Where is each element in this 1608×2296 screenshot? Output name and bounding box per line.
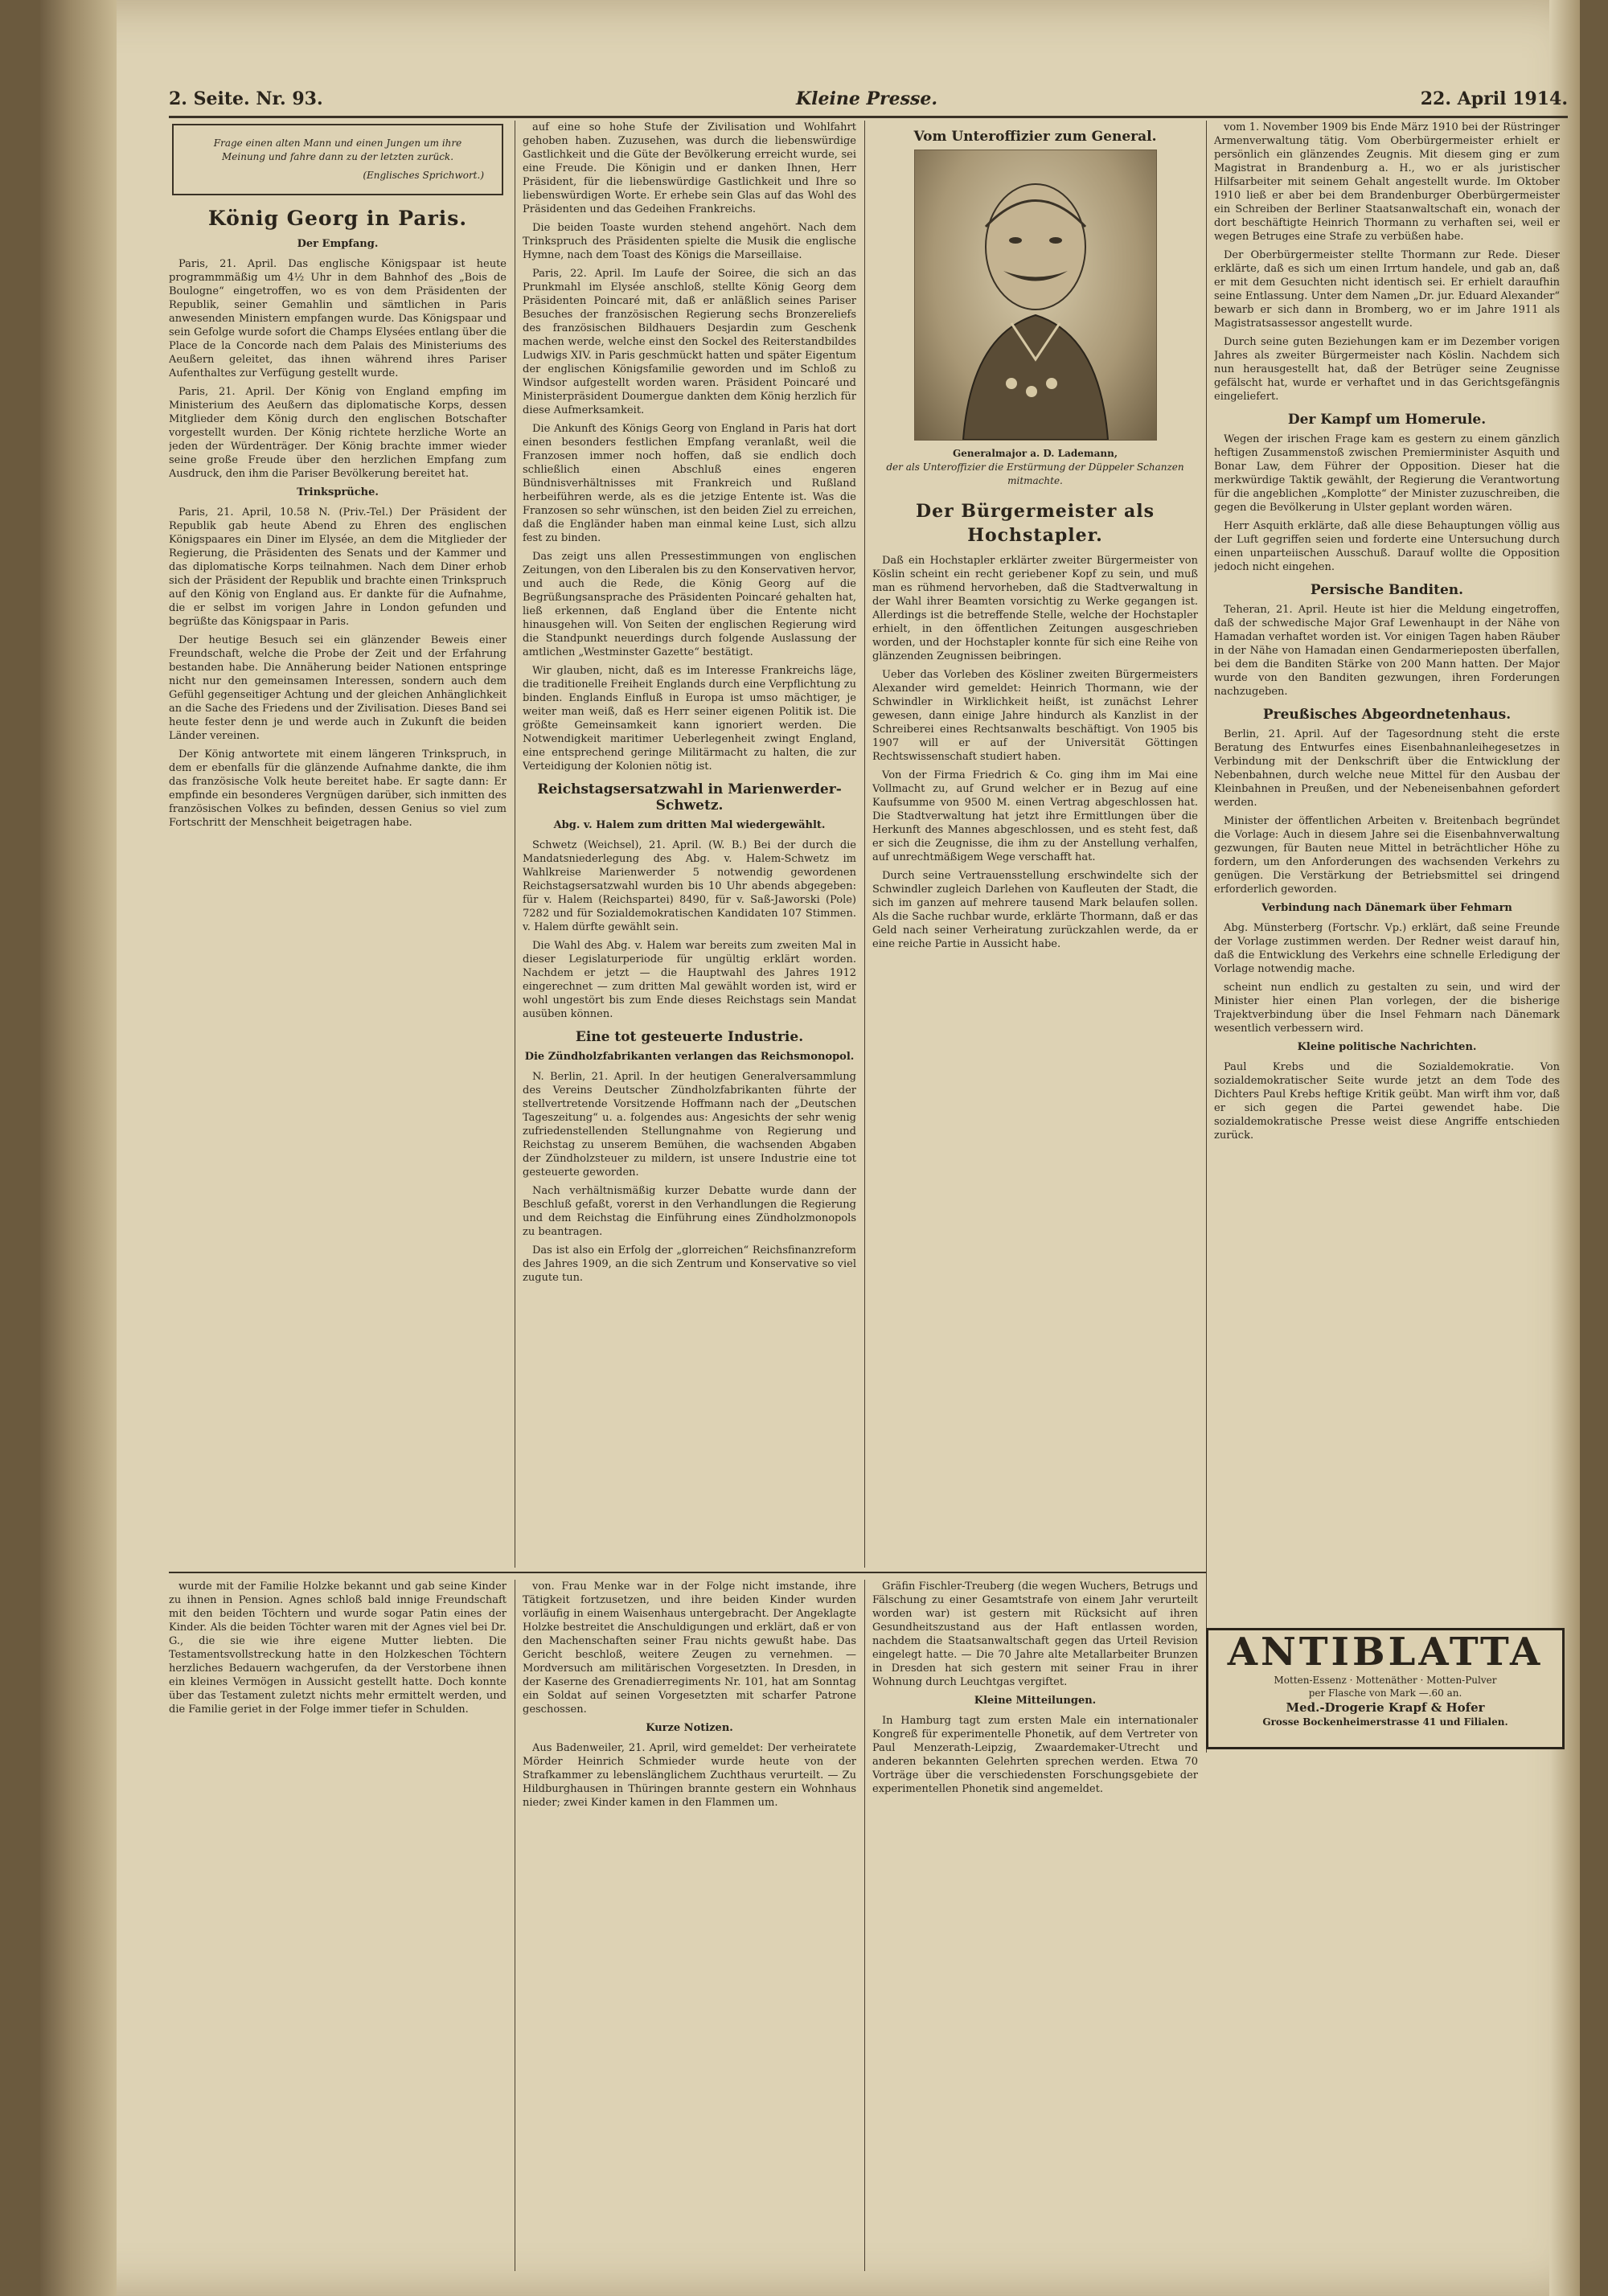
article-paragraph: Paris, 21. April. Das englische Königspaar ist heute programmmäßig um 4½ Uhr in dem Bahnhof des „Bois de Boulogne“ eingetroffen, wo es von dem Präsidenten der Republik, seiner Gemahlin und sämtlichen in Paris anwesenden Ministern empfangen wurde. Das Königspaar und sein Gefolge wurde sofort die Champs Elysées entlang über die Place de la Concorde nach dem Palais des Ministeriums des Aeußern geleitet, das ihnen während ihres Pariser Aufenthaltes zur Verfügung gestellt wurde. [169,258,507,379]
article-paragraph: Minister der öffentlichen Arbeiten v. Breitenbach begründet die Vorlage: Auch in diesem Jahre sei die Eisenbahnverwaltung gezwungen, für Bauten neue Mittel in beträchtlicher Höhe zu fordern, um den Anforderungen des wachsenden Verkehrs zu genügen. Die Verstärkung der Betriebsmittel sei dringend erforderlich geworden. [1214,815,1560,896]
article-title-hochstapler: Der Bürgermeister als Hochstapler. [916,501,1155,546]
column-1 [169,121,507,1568]
article-paragraph: Der heutige Besuch sei ein glänzender Beweis einer Freundschaft, welche die Probe der Zeit und der Erfahrung bestanden habe. Die Annäherung beider Nationen entspringe nicht nur den gemeinsamen Interessen, sondern auch dem Gefühl gegenseitiger Achtung und der gleichen Anhänglichkeit an die Sache des Friedens und der Zivilisation. Dieses Band sei heute fester denn je und werde auch in Zukunft die beiden Länder vereinen. [169,634,507,742]
proverb-text: Frage einen alten Mann und einen Jungen um ihre Meinung und fahre dann zu der letzten zurück. [213,137,462,162]
article-subtitle: Trinksprüche. [297,486,379,498]
ad-address: Grosse Bockenheimerstrasse 41 und Filialen. [1262,1716,1508,1728]
article-paragraph: Gräfin Fischler-Treuberg (die wegen Wuchers, Betrugs und Fälschung zu einer Gesamtstrafe von einem Jahr verurteilt worden war) ist gestern mit Rücksicht auf ihren Gesundheitszustand aus der Haft entlassen worden, nachdem die Staatsanwaltschaft gegen das Urteil Revision eingelegt hatte. — Die 70 Jahre alte Metallarbeiter Brunzen in Dresden hat sich gestern mit seiner Frau in ihrer Wohnung durch Leuchtgas vergiftet. [872,1581,1198,1688]
column-rule [864,1580,865,2271]
bottom-column-3 [872,1580,1198,2271]
article-paragraph: Nach verhältnismäßig kurzer Debatte wurde dann der Beschluß gefaßt, vorerst in den Verhandlungen die Regierung und dem Reichstag die Einführung eines Zündholzmonopols zu beantragen. [523,1185,856,1238]
column-2 [523,121,856,1568]
article-paragraph: vom 1. November 1909 bis Ende März 1910 bei der Rüstringer Armenverwaltung tätig. Vom Oberbürgermeister erhielt er persönlich ein glänzendes Zeugnis. Mit diesem ging er zum Magistrat in Brandenburg a. H., wo er als juristischer Hilfsarbeiter mit seinem Gehalt angestellt wurde. Im Oktober 1910 ließ er aber bei dem Brandenburger Oberbürgermeister ein Schreiben der Berliner Staatsanwaltschaft ein, wonach der dort beschäftigte Heinrich Thormann zu verhaften sei, weil er wegen Betruges eine Strafe zu verbüßen habe. [1214,121,1560,243]
article-paragraph: Das zeigt uns allen Pressestimmungen von englischen Zeitungen, von den Liberalen bis zu den Konservativen hervor, und auch die Rede, die König Georg auf die Begrüßungsansprache des Präsidenten Poincaré gehalten hat, ließ erkennen, daß England über die Entente nicht hinausgehen will. Von Seiten der englischen Regierung wird die Standpunkt neuerdings durch folgende Auslassung der amtlichen „Westminster Gazette“ bestätigt. [523,551,856,658]
article-paragraph: Durch seine Vertrauensstellung erschwindelte sich der Schwindler zugleich Darlehen von Kaufleuten der Stadt, die sich im ganzen auf mehrere tausend Mark belaufen sollen. Als die Sache ruchbar wurde, erklärte Thormann, daß er das Geld nach seiner Verheiratung zurückzahlen werde, da er eine reiche Partie in Aussicht habe. [872,870,1198,950]
article-paragraph: Von der Firma Friedrich & Co. ging ihm im Mai eine Vollmacht zu, auf Grund welcher er in Bezug auf eine Kaufsumme von 9500 M. einen Vertrag abgeschlossen hat. Die Stadtverwaltung hat jetzt ihre Ermittlungen über die Herkunft des Mannes abgeschlossen, und es steht fest, daß er sich die Zeugnisse, die ihm zu der Anstellung verhalfen, auf unrechtmäßigem Wege verschafft hat. [872,769,1198,863]
masthead-center: Kleine Presse. [796,88,938,109]
article-paragraph: Herr Asquith erklärte, daß alle diese Behauptungen völlig aus der Luft gegriffen seien und forderte eine Untersuchung durch einen unparteiischen Ausschuß. Darauf wollte die Opposition jedoch nicht eingehen. [1214,520,1560,573]
book-binding [40,0,117,2296]
article-paragraph: Das ist also ein Erfolg der „glorreichen“ Reichsfinanzreform des Jahres 1909, an die sich Zentrum und Konservative so viel zugute tun. [523,1244,856,1284]
portrait-engraving [915,150,1156,440]
article-paragraph: auf eine so hohe Stufe der Zivilisation und Wohlfahrt gehoben haben. Zuzusehen, was durch die liebenswürdige Gastlichkeit und die Güte der Bevölkerung erreicht wurde, sei eine Freude. Die Königin und er danken Ihnen, Herr Präsident, für die liebenswürdige Gastlichkeit und Ihre so liebenswürdigen Worte. Er erhebe sein Glas auf das Wohl des Präsidenten und das Gedeihen Frankreichs. [523,121,856,215]
ad-line-1: Motten-Essenz · Mottenäther · Motten-Pulver [1274,1675,1497,1686]
article-paragraph: Teheran, 21. April. Heute ist hier die Meldung eingetroffen, daß der schwedische Major Graf Lewenhaupt in der Nähe von Hamadan verhaftet worden ist. Vor einigen Tagen haben Räuber in der Nähe von Hamadan einen Gendarmerieposten überfallen, bei dem die Banditen Stärke von 200 Mann hatten. Der Major wurde von den Banditen gezwungen, ihren Forderungen nachzugeben. [1214,604,1560,698]
column-4 [1214,121,1560,1620]
section-rule [169,1572,1206,1573]
masthead [169,87,1568,118]
article-title-reichstagswahl: Reichstagsersatzwahl in Marienwerder-Schwetz. [537,781,842,814]
article-paragraph: Schwetz (Weichsel), 21. April. (W. B.) Bei der durch die Mandatsniederlegung des Abg. v. Halem-Schwetz im Wahlkreise Marienwerder 5 notwendig gewordenen Reichstagsersatzwahl wurden bis 10 Uhr abends abgegeben: für v. Halem (Reichspartei) 8490, für v. Saß-Jaworski (Pole) 7282 und für Sozialdemokratischen Kandidaten 107 Stimmen. v. Halem dürfte gewählt sein. [523,839,856,933]
article-paragraph: wurde mit der Familie Holzke bekannt und gab seine Kinder zu ihnen in Pension. Agnes schloß bald innige Freundschaft mit den beiden Töchtern und wurde sogar Patin eines der Kinder. Als die beiden Töchter waren mit der Agnes viel bei Dr. G., die sie wie ihre eigene Mutter liebten. Die Testamentsvollstreckung hatte in den Holzkeschen Töchtern herzliches Bedauern wachgerufen, da der Verstorbene ihnen ein kleines Vermögen in Aussicht gestellt hatte. Doch konnte über das Testament zuletzt nichts mehr ermittelt werden, und die Familie geriet in der Folge immer tiefer in Schulden. [169,1581,507,1716]
article-paragraph: N. Berlin, 21. April. In der heutigen Generalversammlung des Vereins Deutscher Zündholzfabrikanten führte der stellvertretende Vorsitzende Hoffmann nach der „Deutschen Tageszeitung“ u. a. folgendes aus: Angesichts der sehr wenig zufriedenstellenden Stellungnahme von Regierung und Reichstag zu unserem Bemühen, die wachsenden Abgaben der Zündholzsteuer zu mildern, ist unsere Industrie eine tot gesteuerte geworden. [523,1071,856,1179]
article-paragraph: Paris, 21. April, 10.58 N. (Priv.-Tel.) Der Präsident der Republik gab heute Abend zu Ehren des englischen Königspaares ein Diner im Elysée, an dem die Mitglieder der Regierung, die Präsidenten des Senats und der Kammer und das diplomatische Korps teilnahmen. Nach dem Diner erhob sich der Präsident der Republik und brachte einen Trinkspruch auf den König von England aus. Er dankte für die Aufnahme, die er selbst im vorigen Jahre in London gefunden und begrüßte das Königspaar in Paris. [169,506,507,628]
article-title-general: Vom Unteroffizier zum General. [913,129,1157,145]
ad-shop: Med.-Drogerie Krapf & Hofer [1286,1700,1485,1715]
article-paragraph: Ueber das Vorleben des Kösliner zweiten Bürgermeisters Alexander wird gemeldet: Heinrich Thormann, wie der Schwindler in Wirklichkeit heißt, ist zunächst Lehrer gewesen, dann einige Jahre hindurch als Kanzlist in der Schreiberei eines Rechtsanwalts beschäftigt. Von 1905 bis 1907 will er auf der Universität Göttingen Rechtswissenschaft studiert haben. [872,669,1198,763]
caption-text: der als Unteroffizier die Erstürmung der Düppeler Schanzen mitmachte. [886,461,1184,486]
masthead-right: 22. April 1914. [1420,88,1568,109]
article-paragraph: Durch seine guten Beziehungen kam er im Dezember vorigen Jahres als zweiter Bürgermeister nach Köslin. Nachdem sich nun herausgestellt hat, daß der Betrüger seine Zeugnisse gefälscht hat, wurde er verhaftet und in das Gerichtsgefängnis eingeliefert. [1214,336,1560,403]
article-subtitle: Verbindung nach Dänemark über Fehmarn [1261,902,1512,914]
article-paragraph: Der König antwortete mit einem längeren Trinkspruch, in dem er ebenfalls für die glänzende Aufnahme dankte, die ihm das französische Volk heute bereitet habe. Er sagte dann: Er empfinde ein besonderes Vergnügen darüber, sich inmitten des französischen Volkes zu befinden, dessen Genius so viel zum Fortschritt der Menschheit beigetragen habe. [169,748,507,829]
column-rule [864,121,865,1568]
article-paragraph: Paul Krebs und die Sozialdemokratie. Von sozialdemokratischer Seite wurde jetzt an dem Tode des Dichters Paul Krebs heftige Kritik geübt. Man wirft ihm vor, daß er sich gegen die Partei gewendet habe. Die sozialdemokratische Presse weist diese Angriffe entschieden zurück. [1214,1061,1560,1142]
column-rule [1206,121,1207,1753]
bottom-column-2 [523,1580,856,2271]
article-paragraph: Der Oberbürgermeister stellte Thormann zur Rede. Dieser erklärte, daß es sich um einen Irrtum handele, und gab an, daß er mit dem Gesuchten nicht identisch sei. Er erhielt daraufhin seine Entlassung. Unter dem Namen „Dr. jur. Eduard Alexander“ bewarb er sich dann in Bromberg, wo er im Jahre 1911 als Magistratsassessor angestellt wurde. [1214,249,1560,330]
article-subtitle: Kleine Mitteilungen. [974,1695,1097,1707]
advertisement-antiblatta [1206,1628,1565,1749]
article-title-industrie: Eine tot gesteuerte Industrie. [575,1029,804,1045]
article-paragraph: Paris, 21. April. Der König von England empfing im Ministerium des Aeußern das diplomatische Korps, dessen Mitglieder dem König durch den englischen Botschafter vorgestellt wurden. Der König richtete herzliche Worte an jeden der Würdenträger. Der König brachte immer wieder seine große Freude über den herzlichen Empfang zum Ausdruck, den ihm die Pariser Bevölkerung bereitet hat. [169,386,507,480]
article-paragraph: Wegen der irischen Frage kam es gestern zu einem gänzlich heftigen Zusammenstoß zwischen Premierminister Asquith und Bonar Law, dem Führer der Opposition. Dieser hat die merkwürdige Taktik gewählt, der Regierung die Verantwortung für die angeblichen „Komplotte“ der Minister zuzuschreiben, die gegen die Bevölkerung in Ulster geplant worden wären. [1214,433,1560,514]
bottom-column-1 [169,1580,507,2271]
article-title-banditen: Persische Banditen. [1310,582,1464,598]
article-paragraph: Abg. Münsterberg (Fortschr. Vp.) erklärt, daß seine Freunde der Vorlage zustimmen werden. Der Redner weist darauf hin, daß die Entwicklung des Verkehrs eine schnelle Erledigung der Vorlage notwendig mache. [1214,922,1560,975]
general-portrait [914,150,1157,441]
article-paragraph: Berlin, 21. April. Auf der Tagesordnung steht die erste Beratung des Entwurfes eines Eisenbahnanleihegesetzes in Verbindung mit der Denkschrift über die Entwicklung der Nebenbahnen, durch welche neue Mittel für den Ausbau der Kleinbahnen in Preußen, und der Nebeneisenbahnen gefordert werden. [1214,728,1560,809]
article-title-abgeordnetenhaus: Preußisches Abgeordnetenhaus. [1262,707,1512,723]
article-title-homerule: Der Kampf um Homerule. [1287,412,1487,428]
article-paragraph: Daß ein Hochstapler erklärter zweiter Bürgermeister von Köslin scheint ein recht geriebener Kopf zu sein, und muß man es rühmend hervorheben, daß die Stadtverwaltung in der Wahl ihrer Beamten vorsichtig zu Werke gegangen ist. Allerdings ist die betreffende Stelle, welche der Hochstapler erhielt, in den öffentlichen Zeitungen ausgeschrieben worden, und der Hochstapler konnte für sich eine Reihe von glänzenden Zeugnissen beibringen. [872,555,1198,662]
article-paragraph: In Hamburg tagt zum ersten Male ein internationaler Kongreß für experimentelle Phonetik, auf dem Vertreter von Paul Menzerath-Leipzig, Zwaardemaker-Utrecht und anderen bekannten Gelehrten sprechen werden. Etwa 70 Vorträge über die verschiedensten Forschungsgebiete der experimentellen Phonetik sind angemeldet. [872,1715,1198,1795]
ad-title: ANTIBLATTA [1227,1630,1544,1675]
article-paragraph: scheint nun endlich zu gestalten zu sein, und wird der Minister hier einen Plan vorlegen, der die bisherige Trajektverbindung über die Insel Fehmarn nach Dänemark wesentlich verbessern wird. [1214,982,1560,1035]
article-paragraph: Die Ankunft des Königs Georg von England in Paris hat dort einen besonders festlichen Empfang veranlaßt, weil die Franzosen immer noch hoffen, daß sie endlich doch schließlich einen Abschluß eines engeren Bündnisverhältnisses mit Frankreich und Rußland herbeiführen werde, als es die jetzige Entente ist. Was die Franzosen so sehr wünschen, ist den beiden Ziel zu erreichen, daß die Engländer haben man einmal keine Lust, sich allzu fest zu binden. [523,423,856,544]
proverb-box [172,124,503,195]
article-title-koenig-georg: König Georg in Paris. [207,207,468,230]
article-subtitle: Kleine politische Nachrichten. [1297,1041,1477,1053]
article-subtitle: Der Empfang. [297,238,379,250]
article-subtitle: Abg. v. Halem zum dritten Mal wiedergewählt. [553,819,826,831]
article-paragraph: Wir glauben, nicht, daß es im Interesse Frankreichs läge, die traditionelle Freiheit Englands durch eine Verpflichtung zu binden. Englands Einfluß in Europa ist umso mächtiger, je weiter man weiß, daß es Herr seiner eigenen Politik ist. Die größte Gemeinsamkeit kann ignoriert werden. Die Notwendigkeit maritimer Ueberlegenheit zwingt England, eine entsprechend geringe Militärmacht zu halten, die zur Verteidigung der Kolonien nötig ist. [523,665,856,773]
masthead-left: 2. Seite. Nr. 93. [169,88,323,109]
article-paragraph: Aus Badenweiler, 21. April, wird gemeldet: Der verheiratete Mörder Heinrich Schmieder wurde heute von der Strafkammer zu lebenslänglichem Zuchthaus verurteilt. — Zu Hildburghausen in Thüringen brannte gestern ein Wohnhaus nieder; zwei Kinder kamen in den Flammen um. [523,1742,856,1809]
article-subtitle: Die Zündholzfabrikanten verlangen das Reichsmonopol. [524,1051,855,1063]
proverb-source: (Englisches Sprichwort.) [363,170,484,181]
ad-line-2: per Flasche von Mark —.60 an. [1308,1687,1462,1699]
article-paragraph: Die Wahl des Abg. v. Halem war bereits zum zweiten Mal in dieser Legislaturperiode für ungültig erklärt worden. Nachdem er jetzt — die Hauptwahl des Jahres 1912 eingerechnet — zum dritten Mal gewählt worden ist, wird er wohl ungestört bis zum Ende dieses Reichstags sein Mandat ausüben können. [523,940,856,1020]
article-paragraph: Paris, 22. April. Im Laufe der Soiree, die sich an das Prunkmahl im Elysée anschloß, stellte König Georg dem Präsidenten Poincaré mit, daß er anläßlich seines Pariser Besuches der französischen Regierung sechs Bronzereliefs des französischen Bildhauers Desjardin zum Geschenk machen werde, welche einst den Sockel des Reiterstandbildes Ludwigs XIV. in Paris geschmückt hatten und später Eigentum der englischen Königsfamilie geworden und im Schloß zu Windsor aufgestellt worden waren. Präsident Poincaré und Ministerpräsident Doumergue dankten dem König herzlich für diese Aufmerksamkeit. [523,268,856,416]
article-paragraph: von. Frau Menke war in der Folge nicht imstande, ihre Tätigkeit fortzusetzen, und ihre beiden Kinder wurden vorläufig in einem Waisenhaus untergebracht. Der Angeklagte Holzke bestreitet die Anschuldigungen und erklärt, daß er von den Machenschaften seiner Frau nichts gewußt habe. Das Gericht beschloß, weitere Zeugen zu vernehmen. — Mordversuch am militärischen Vorgesetzten. In Dresden, in der Kaserne des Grenadierregiments Nr. 101, hat am Sonntag ein Soldat auf seinen Vorgesetzten mit scharfer Patrone geschossen. [523,1581,856,1716]
article-subtitle: Kurze Notizen. [646,1722,733,1734]
article-paragraph: Die beiden Toaste wurden stehend angehört. Nach dem Trinkspruch des Präsidenten spielte die Musik die englische Hymne, nach dem Toast des Königs die Marseillaise. [523,222,856,261]
portrait-caption [872,447,1198,488]
caption-name: Generalmajor a. D. Lademann, [952,448,1118,459]
column-3 [872,121,1198,1568]
